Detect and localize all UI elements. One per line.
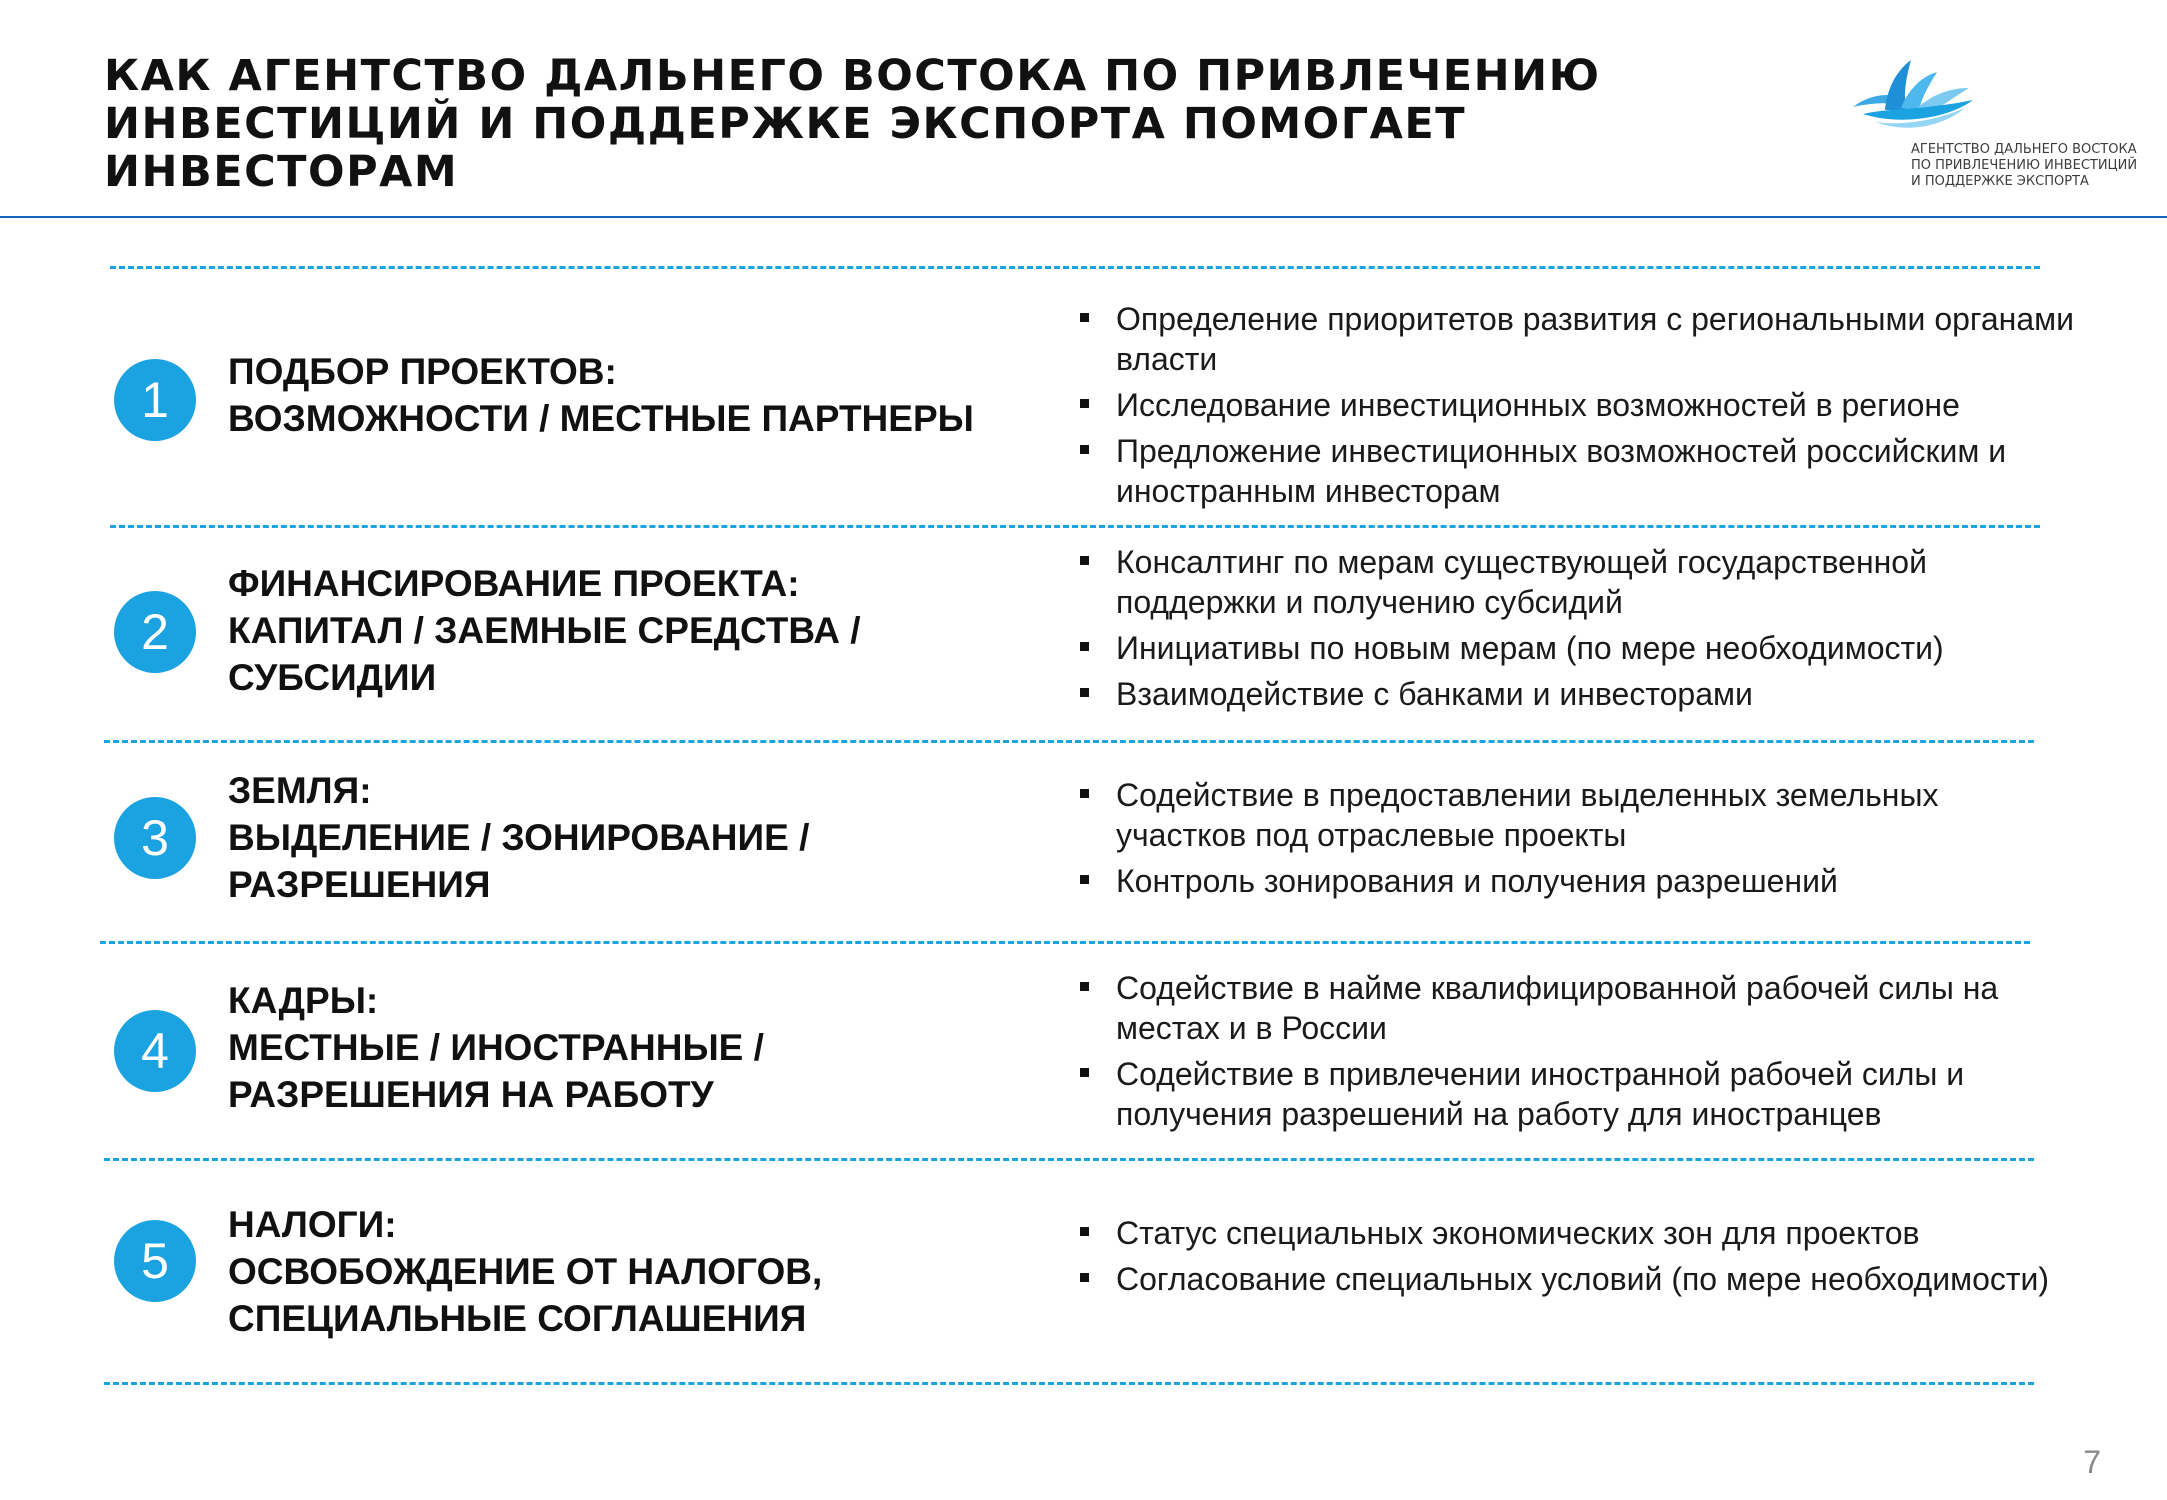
bullet-text: Контроль зонирования и получения разрешений — [1116, 863, 1838, 899]
bullet-text: Содействие в предоставлении выделенных земельных участков под отраслевые проекты — [1116, 777, 1939, 853]
step-number-badge: 2 — [114, 591, 196, 673]
bullet-text: Статус специальных экономических зон для проектов — [1116, 1215, 1920, 1251]
row-divider — [110, 525, 2040, 528]
bullet-item — [1076, 1054, 2076, 1134]
row-heading-line: МЕСТНЫЕ / ИНОСТРАННЫЕ / — [228, 1027, 764, 1068]
bullet-item — [1076, 628, 2076, 668]
bullet-item — [1076, 968, 2076, 1048]
row-heading-line: РАЗРЕШЕНИЯ — [228, 864, 491, 905]
row-heading-line: СПЕЦИАЛЬНЫЕ СОГЛАШЕНИЯ — [228, 1298, 807, 1339]
bullet-item — [1076, 1259, 2076, 1299]
row-heading-line: КАПИТАЛ / ЗАЕМНЫЕ СРЕДСТВА / — [228, 610, 861, 651]
logo-caption-line: ПО ПРИВЛЕЧЕНИЮ ИНВЕСТИЦИЙ — [1911, 158, 2138, 173]
step-number-badge: 3 — [114, 797, 196, 879]
bullet-marker — [1080, 399, 1089, 408]
bullet-text: Предложение инвестиционных возможностей российским и иностранным инвесторам — [1116, 433, 2007, 509]
row-heading-line: ПОДБОР ПРОЕКТОВ: — [228, 351, 617, 392]
row-heading-line: КАДРЫ: — [228, 980, 379, 1021]
bullet-marker — [1080, 642, 1089, 651]
bullet-marker — [1080, 688, 1089, 697]
bullet-item — [1076, 431, 2076, 511]
bullet-text: Взаимодействие с банками и инвесторами — [1116, 676, 1753, 712]
bullet-marker — [1080, 556, 1089, 565]
lotus-icon — [1845, 52, 1985, 142]
step-number-badge: 4 — [114, 1010, 196, 1092]
bullet-list — [1076, 1213, 2076, 1305]
bullet-marker — [1080, 875, 1089, 884]
bullet-marker — [1080, 1068, 1089, 1077]
bullet-item — [1076, 775, 2076, 855]
bullet-list — [1076, 968, 2076, 1140]
logo-caption-line: И ПОДДЕРЖКЕ ЭКСПОРТА — [1911, 174, 2089, 189]
bullet-text: Определение приоритетов развития с региональными органами власти — [1116, 301, 2075, 377]
bullet-text: Консалтинг по мерам существующей государственной поддержки и получению субсидий — [1116, 544, 1927, 620]
step-number-badge: 1 — [114, 359, 196, 441]
bullet-marker — [1080, 982, 1089, 991]
row-divider — [104, 1158, 2034, 1161]
bullet-marker — [1080, 789, 1089, 798]
page-number: 7 — [2083, 1444, 2101, 1480]
row-heading-line: ВОЗМОЖНОСТИ / МЕСТНЫЕ ПАРТНЕРЫ — [228, 398, 974, 439]
logo-caption — [1911, 142, 2137, 190]
bullet-item — [1076, 861, 2076, 901]
bullet-item — [1076, 674, 2076, 714]
row-heading — [228, 977, 1048, 1118]
header-divider — [0, 216, 2167, 218]
bullet-item — [1076, 385, 2076, 425]
title-line: ИНВЕСТИЦИЙ И ПОДДЕРЖКЕ ЭКСПОРТА ПОМОГАЕТ — [104, 99, 1467, 149]
title-line: ИНВЕСТОРАМ — [104, 147, 459, 197]
bullet-item — [1076, 299, 2076, 379]
logo-caption-line: АГЕНТСТВО ДАЛЬНЕГО ВОСТОКА — [1911, 142, 2137, 157]
row-heading — [228, 767, 1048, 908]
agency-logo — [1845, 52, 2138, 202]
bullet-text: Содействие в привлечении иностранной рабочей силы и получения разрешений на работу для иностранцев — [1116, 1056, 1965, 1132]
bullet-text: Содействие в найме квалифицированной рабочей силы на местах и в России — [1116, 970, 1999, 1046]
bullet-text: Инициативы по новым мерам (по мере необходимости) — [1116, 630, 1944, 666]
page-title — [104, 52, 1604, 196]
row-heading-line: ЗЕМЛЯ: — [228, 770, 372, 811]
row-divider — [104, 740, 2034, 743]
row-heading — [228, 348, 1048, 442]
title-line: КАК АГЕНТСТВО ДАЛЬНЕГО ВОСТОКА ПО ПРИВЛЕЧЕНИЮ — [104, 51, 1601, 101]
bullet-list — [1076, 542, 2076, 720]
row-heading-line: ОСВОБОЖДЕНИЕ ОТ НАЛОГОВ, — [228, 1251, 823, 1292]
bullet-list — [1076, 775, 2076, 907]
bullet-item — [1076, 542, 2076, 622]
bullet-text: Согласование специальных условий (по мере необходимости) — [1116, 1261, 2050, 1297]
bullet-list — [1076, 299, 2076, 517]
row-divider — [100, 941, 2030, 944]
row-heading-line: ФИНАНСИРОВАНИЕ ПРОЕКТА: — [228, 563, 800, 604]
bullet-marker — [1080, 1273, 1089, 1282]
bullet-text: Исследование инвестиционных возможностей в регионе — [1116, 387, 1960, 423]
bullet-marker — [1080, 445, 1089, 454]
row-heading-line: ВЫДЕЛЕНИЕ / ЗОНИРОВАНИЕ / — [228, 817, 810, 858]
row-divider — [110, 266, 2040, 269]
bullet-marker — [1080, 1227, 1089, 1236]
bullet-marker — [1080, 313, 1089, 322]
row-heading-line: СУБСИДИИ — [228, 657, 437, 698]
bullet-item — [1076, 1213, 2076, 1253]
row-heading-line: РАЗРЕШЕНИЯ НА РАБОТУ — [228, 1074, 714, 1115]
row-heading-line: НАЛОГИ: — [228, 1204, 397, 1245]
row-divider — [104, 1382, 2034, 1385]
row-heading — [228, 1201, 1048, 1342]
step-number-badge: 5 — [114, 1220, 196, 1302]
row-heading — [228, 560, 1048, 701]
